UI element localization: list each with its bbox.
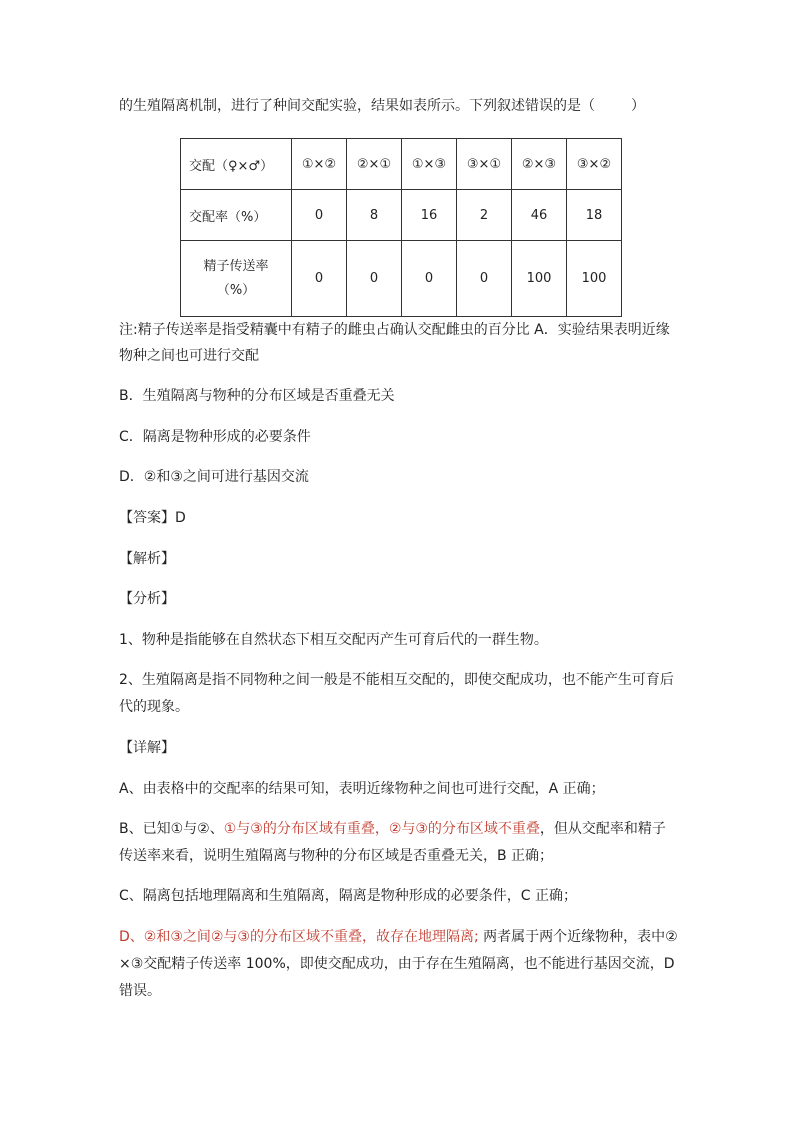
detail-d-highlight: D、②和③之间②与③的分布区域不重叠，故存在地理隔离; — [119, 929, 479, 945]
table-row-sperm-transfer-rate — [181, 241, 622, 317]
row-label-line2: （%） — [216, 282, 256, 298]
row-label-line1: 精子传送率 — [203, 258, 269, 274]
table-note-line1: 注:精子传送率是指受精囊中有精子的雌虫占确认交配雌虫的百分比 A．实验结果表明近缘 — [119, 322, 670, 338]
question-intro-text: 的生殖隔离机制，进行了种间交配实验，结果如表所示。下列叙述错误的是（ — [119, 98, 595, 114]
table-cell: 0 — [457, 241, 512, 317]
fenxi-heading: 【分析】 — [119, 591, 175, 607]
detail-heading: 【详解】 — [119, 740, 175, 756]
crossing-results-table — [180, 138, 622, 317]
table-column-header: ②×③ — [512, 139, 567, 190]
option-c: C．隔离是物种形成的必要条件 — [119, 429, 311, 445]
table-cell: 0 — [402, 241, 457, 317]
detail-b-line2: 传送率来看，说明生殖隔离与物种的分布区域是否重叠无关，B 正确； — [119, 848, 554, 864]
option-b: B．生殖隔离与物种的分布区域是否重叠无关 — [119, 388, 395, 404]
table-row-label — [181, 241, 292, 317]
answer-line: 【答案】D — [119, 510, 186, 526]
analysis-point-2-line2: 代的现象。 — [119, 699, 189, 715]
detail-c: C、隔离包括地理隔离和生殖隔离，隔离是物种形成的必要条件，C 正确； — [119, 888, 577, 904]
question-intro — [119, 96, 645, 116]
table-column-header: ①×③ — [402, 139, 457, 190]
table-cell: 0 — [347, 241, 402, 317]
table-cell: 0 — [292, 241, 347, 317]
analysis-point-2-line1: 2、生殖隔离是指不同物种之间一般是不能相互交配的，即使交配成功，也不能产生可育后 — [119, 672, 674, 688]
table-cell: 0 — [292, 190, 347, 241]
table-cell: 18 — [567, 190, 622, 241]
detail-b-text: B、已知①与②、 — [119, 821, 224, 837]
detail-d-line2: ×③交配精子传送率 100%，即使交配成功，由于存在生殖隔离，也不能进行基因交流，D — [119, 956, 675, 972]
table-cell: 8 — [347, 190, 402, 241]
table-header-label: 交配（♀×♂） — [181, 139, 292, 190]
table-cell: 16 — [402, 190, 457, 241]
table-note-line2: 物种之间也可进行交配 — [119, 348, 259, 364]
table-column-header: ②×① — [347, 139, 402, 190]
table-cell: 46 — [512, 190, 567, 241]
table-row-label: 交配率（%） — [181, 190, 292, 241]
detail-d-text: 两者属于两个近缘物种，表中② — [478, 929, 678, 945]
detail-d-line3: 错误。 — [119, 983, 161, 999]
detail-b-text-end: ，但从交配率和精子 — [539, 821, 666, 837]
detail-b-line1 — [119, 819, 666, 839]
analysis-point-1: 1、物种是指能够在自然状态下相互交配丙产生可育后代的一群生物。 — [119, 632, 548, 648]
table-header-row — [181, 139, 622, 190]
table-column-header: ①×② — [292, 139, 347, 190]
analysis-heading: 【解析】 — [119, 551, 175, 567]
detail-a: A、由表格中的交配率的结果可知，表明近缘物种之间也可进行交配，A 正确； — [119, 781, 605, 797]
table-cell: 100 — [567, 241, 622, 317]
detail-d-line1 — [119, 927, 678, 947]
table-column-header: ③×① — [457, 139, 512, 190]
table-row-mating-rate — [181, 190, 622, 241]
detail-b-highlight: ①与③的分布区域有重叠，②与③的分布区域不重叠 — [223, 821, 540, 837]
table-column-header: ③×② — [567, 139, 622, 190]
option-d: D．②和③之间可进行基因交流 — [119, 469, 309, 485]
table-cell: 100 — [512, 241, 567, 317]
question-intro-close: ） — [631, 98, 645, 114]
table-cell: 2 — [457, 190, 512, 241]
